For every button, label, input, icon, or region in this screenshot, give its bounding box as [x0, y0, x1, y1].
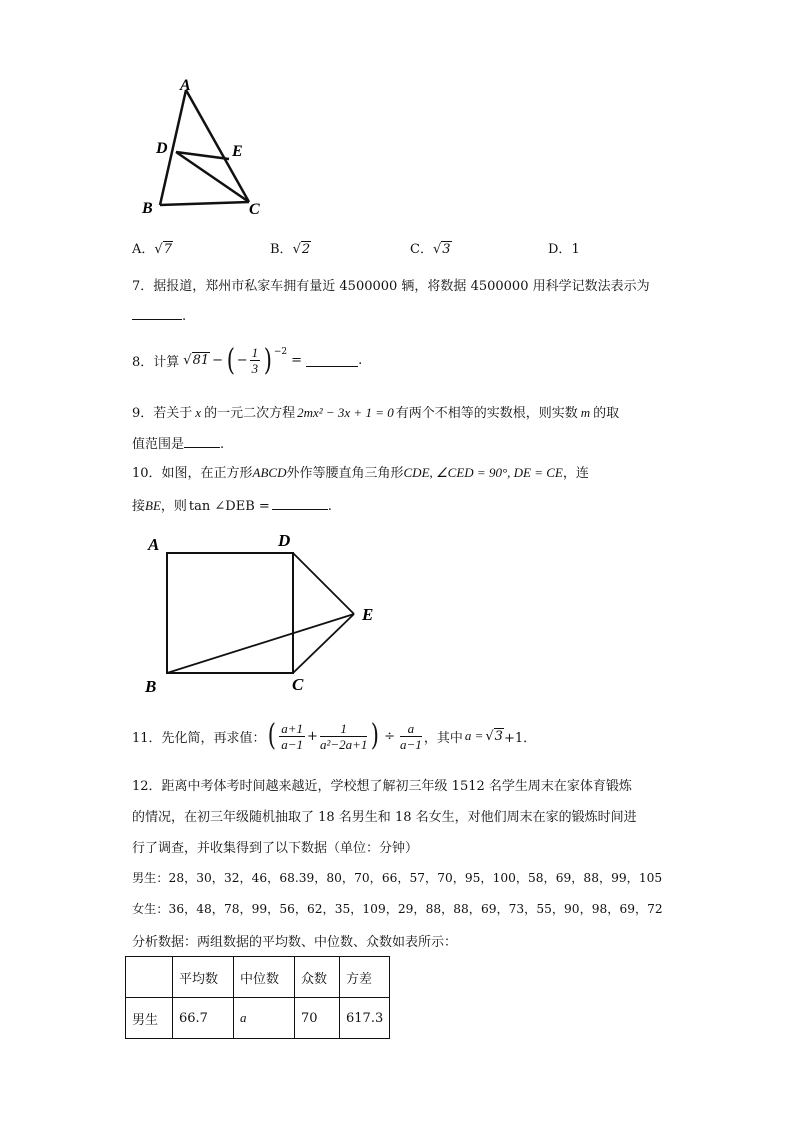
table-header-row — [126, 957, 390, 998]
question-8: 8．计算 √81 − ( − $\frac{1}{3}$ ) $^{-2}$ = . — [132, 342, 363, 378]
label-d: D — [156, 140, 168, 157]
label-d: D — [278, 531, 291, 550]
table-cell: 男生 — [126, 998, 173, 1039]
label-b: B — [142, 200, 153, 217]
table-cell: 617.3 — [340, 998, 390, 1039]
square-abcd — [167, 553, 293, 673]
answer-blank[interactable] — [306, 354, 358, 367]
label-a: A — [180, 77, 191, 94]
label-e: E — [362, 605, 374, 624]
label-a: A — [148, 535, 160, 554]
option-c: C．√3 — [410, 242, 451, 257]
question-11: 11．先化简，再求值： ( $\frac{a+1}{a-1}$ + $\frac{1}{\text{a²−2a+1}}$ ) ÷ $\frac{a}{a-1}$ ，其中 a = √3 +1． — [132, 718, 537, 753]
answer-blank[interactable] — [272, 497, 328, 510]
label-e: E — [232, 143, 243, 160]
answer-blank[interactable] — [132, 307, 182, 320]
table-cell: a — [234, 998, 295, 1039]
table-row — [126, 998, 390, 1039]
label-c: C — [249, 201, 260, 218]
question-7-answer: . — [132, 307, 186, 324]
table-cell: 66.7 — [173, 998, 234, 1039]
label-c: C — [292, 675, 304, 694]
label-b: B — [145, 677, 157, 696]
option-a: A．√7 — [132, 242, 172, 257]
question-9-line2: 值范围是 . — [132, 437, 225, 452]
edge-bc — [160, 202, 249, 205]
question-9: 9．若关于 x 的一元二次方程 2mx² − 3x + 1 = 0 有两个不相等的实数根，则实数 m 的取 — [132, 405, 620, 421]
stats-table — [125, 956, 390, 1039]
segment-be — [167, 614, 354, 673]
female-data: 女生：36，48，78，99，56，62，35，109，29，88，88，69，73，55，90，98，69，72 — [132, 902, 663, 916]
male-data: 男生：28，30，32，46，68.39，80，70，66，57，70，95，100，58，69，88，99，105 — [132, 871, 663, 885]
question-7: 7．据报道，郑州市私家车拥有量近 4500000 辆，将数据 4500000 用科学记数法表示为 — [132, 279, 650, 294]
option-d: D．1 — [548, 242, 580, 257]
edge-de — [293, 553, 354, 614]
answer-blank[interactable] — [184, 435, 220, 448]
table-cell: 70 — [295, 998, 340, 1039]
table-header-cell — [126, 957, 173, 998]
table-header-cell: 众数 — [295, 957, 340, 998]
question-10: 10．如图，在正方形ABCD外作等腰直角三角形CDE, ∠CED = 90°, DE = CE，连 — [132, 465, 589, 481]
question-12-line2: 的情况，在初三年级随机抽取了 18 名男生和 18 名女生，对他们周末在家的锻炼时间进 — [132, 810, 637, 825]
table-header-cell: 中位数 — [234, 957, 295, 998]
triangle-figure — [128, 70, 278, 220]
square-figure — [140, 528, 385, 698]
option-b: B．√2 — [270, 242, 311, 257]
question-12-line1: 12．距离中考体考时间越来越近，学校想了解初三年级 1512 名学生周末在家体育锻炼 — [132, 779, 632, 794]
table-header-cell: 平均数 — [173, 957, 234, 998]
table-header-cell: 方差 — [340, 957, 390, 998]
question-12-line3: 行了调查，并收集得到了以下数据（单位：分钟） — [132, 841, 419, 856]
question-10-line2: 接BE，则 tan ∠DEB = . — [132, 498, 332, 514]
analysis-text: 分析数据：两组数据的平均数、中位数、众数如表所示： — [132, 935, 458, 950]
